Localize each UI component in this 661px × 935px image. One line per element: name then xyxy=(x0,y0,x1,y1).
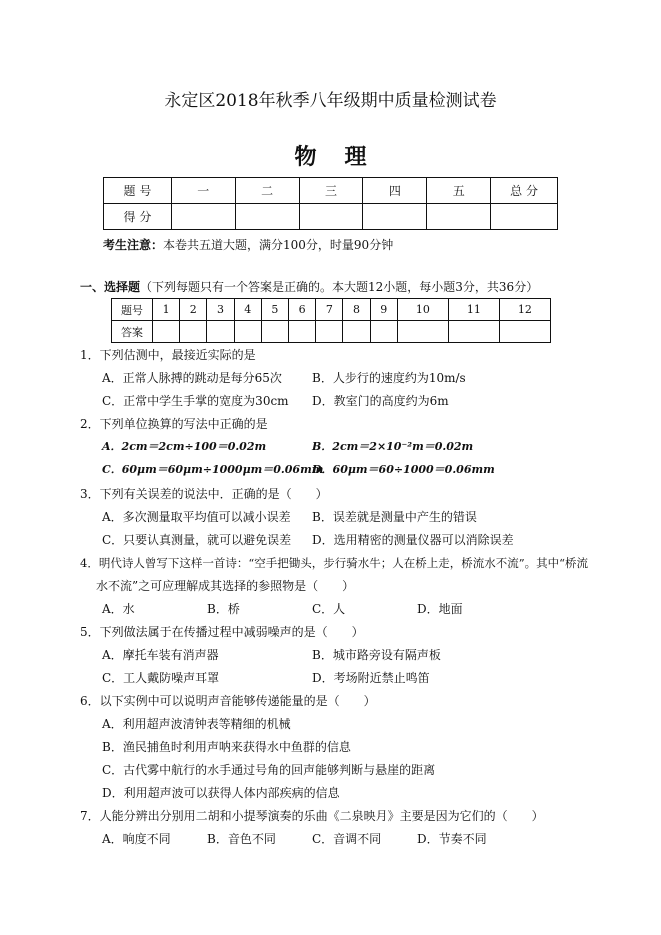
question-7-stem: 7．人能分辨出分别用二胡和小提琴演奏的乐曲《二泉映月》主要是因为它们的（ ） xyxy=(80,809,544,823)
question-1-option-a: A．正常人脉搏的跳动是每分65次 xyxy=(102,371,282,385)
answer-header-cell: 10 xyxy=(397,299,448,321)
score-header-cell: 总 分 xyxy=(491,178,558,204)
score-table-score-row xyxy=(104,204,558,230)
score-cell[interactable] xyxy=(363,204,427,230)
exam-title: 永定区2018年秋季八年级期中质量检测试卷 xyxy=(164,91,497,111)
question-7-option-c: C．音调不同 xyxy=(312,832,382,846)
question-4-stem-continued: 水不流”之可应理解成其选择的参照物是（ ） xyxy=(96,579,355,593)
answer-cell[interactable] xyxy=(289,321,316,343)
question-2-stem: 2．下列单位换算的写法中正确的是 xyxy=(80,417,268,431)
score-cell[interactable] xyxy=(299,204,363,230)
question-2-option-b: B．2cm＝2×10⁻²m＝0.02m xyxy=(312,440,474,453)
question-3-stem: 3．下列有关误差的说法中．正确的是（ ） xyxy=(80,487,328,501)
answer-cell[interactable] xyxy=(397,321,448,343)
answer-header-cell: 题号 xyxy=(112,299,153,321)
question-6-option-d: D．利用超声波可以获得人体内部疾病的信息 xyxy=(102,786,340,800)
answer-row-label: 答案 xyxy=(112,321,153,343)
answer-cell[interactable] xyxy=(180,321,207,343)
question-4-option-d: D．地面 xyxy=(417,602,463,616)
score-row-label: 得 分 xyxy=(104,204,172,230)
answer-header-cell: 4 xyxy=(234,299,261,321)
question-6-option-b: B．渔民捕鱼时利用声呐来获得水中鱼群的信息 xyxy=(102,740,351,754)
score-header-cell: 二 xyxy=(235,178,299,204)
question-6-option-c: C．古代雾中航行的水手通过号角的回声能够判断与悬崖的距离 xyxy=(102,763,436,777)
question-6-stem: 6．以下实例中可以说明声音能够传递能量的是（ ） xyxy=(80,694,376,708)
question-5-option-a: A．摩托车装有消声器 xyxy=(102,648,219,662)
question-5-option-c: C．工人戴防噪声耳罩 xyxy=(102,671,220,685)
question-3-option-a: A．多次测量取平均值可以减小误差 xyxy=(102,510,291,524)
notice-text: 本卷共五道大题，满分100分，时量90分钟 xyxy=(163,238,394,252)
answer-header-cell: 11 xyxy=(448,299,499,321)
question-2-option-d: D．60μm＝60÷1000＝0.06mm xyxy=(312,463,495,476)
question-1-stem: 1．下列估测中，最接近实际的是 xyxy=(80,348,256,362)
score-header-cell: 四 xyxy=(363,178,427,204)
section-label: 一、选择题 xyxy=(80,280,141,294)
score-cell[interactable] xyxy=(427,204,491,230)
notice-label: 考生注意： xyxy=(103,238,164,252)
question-7-option-d: D．节奏不同 xyxy=(417,832,487,846)
score-header-cell: 五 xyxy=(427,178,491,204)
question-3-option-d: D．选用精密的测量仪器可以消除误差 xyxy=(312,533,514,547)
question-1-option-b: B．人步行的速度约为10m/s xyxy=(312,371,466,385)
answer-cell[interactable] xyxy=(261,321,288,343)
answer-cell[interactable] xyxy=(153,321,180,343)
question-7-option-a: A．响度不同 xyxy=(102,832,171,846)
question-4-option-c: C．人 xyxy=(312,602,346,616)
answer-cell[interactable] xyxy=(499,321,550,343)
answer-cell[interactable] xyxy=(370,321,397,343)
question-3-option-c: C．只要认真测量，就可以避免误差 xyxy=(102,533,292,547)
score-cell[interactable] xyxy=(235,204,299,230)
question-2-option-c: C．60μm＝60μm÷1000μm＝0.06mm xyxy=(102,463,324,476)
question-5-option-b: B．城市路旁设有隔声板 xyxy=(312,648,441,662)
question-7-option-b: B．音色不同 xyxy=(207,832,276,846)
score-header-cell: 题 号 xyxy=(104,178,172,204)
section-note: （下列每题只有一个答案是正确的。本大题12小题，每小题3分，共36分） xyxy=(140,280,539,294)
score-header-cell: 三 xyxy=(299,178,363,204)
score-cell[interactable] xyxy=(171,204,235,230)
answer-header-cell: 6 xyxy=(289,299,316,321)
question-4-option-a: A．水 xyxy=(102,602,135,616)
subject-title: 物理 xyxy=(294,144,395,170)
question-1-option-c: C．正常中学生手掌的宽度为30cm xyxy=(102,394,289,408)
question-5-stem: 5．下列做法属于在传播过程中减弱噪声的是（ ） xyxy=(80,625,364,639)
answer-header-cell: 9 xyxy=(370,299,397,321)
question-5-option-d: D．考场附近禁止鸣笛 xyxy=(312,671,430,685)
section-heading xyxy=(80,278,538,295)
score-cell[interactable] xyxy=(491,204,558,230)
score-header-cell: 一 xyxy=(171,178,235,204)
exam-notice xyxy=(103,236,393,253)
answer-header-cell: 12 xyxy=(499,299,550,321)
answer-header-cell: 7 xyxy=(316,299,343,321)
question-4-stem: 4．明代诗人曾写下这样一首诗：“空手把锄头，步行骑水牛；人在桥上走，桥流水不流”。其中“桥流 xyxy=(80,556,588,570)
score-table xyxy=(103,177,558,230)
answer-table-header-row xyxy=(112,299,551,321)
question-3-option-b: B．误差就是测量中产生的错误 xyxy=(312,510,477,524)
question-2-option-a: A．2cm＝2cm÷100＝0.02m xyxy=(102,440,267,453)
answer-cell[interactable] xyxy=(316,321,343,343)
question-6-option-a: A．利用超声波清钟表等精细的机械 xyxy=(102,717,291,731)
answer-cell[interactable] xyxy=(343,321,370,343)
score-table-header-row xyxy=(104,178,558,204)
answer-header-cell: 8 xyxy=(343,299,370,321)
answer-cell[interactable] xyxy=(234,321,261,343)
answer-cell[interactable] xyxy=(448,321,499,343)
answer-cell[interactable] xyxy=(207,321,234,343)
answer-header-cell: 3 xyxy=(207,299,234,321)
answer-header-cell: 5 xyxy=(261,299,288,321)
answer-header-cell: 2 xyxy=(180,299,207,321)
question-4-option-b: B．桥 xyxy=(207,602,240,616)
answer-table xyxy=(111,298,551,343)
answer-header-cell: 1 xyxy=(153,299,180,321)
answer-table-answer-row xyxy=(112,321,551,343)
question-1-option-d: D．教室门的高度约为6m xyxy=(312,394,449,408)
